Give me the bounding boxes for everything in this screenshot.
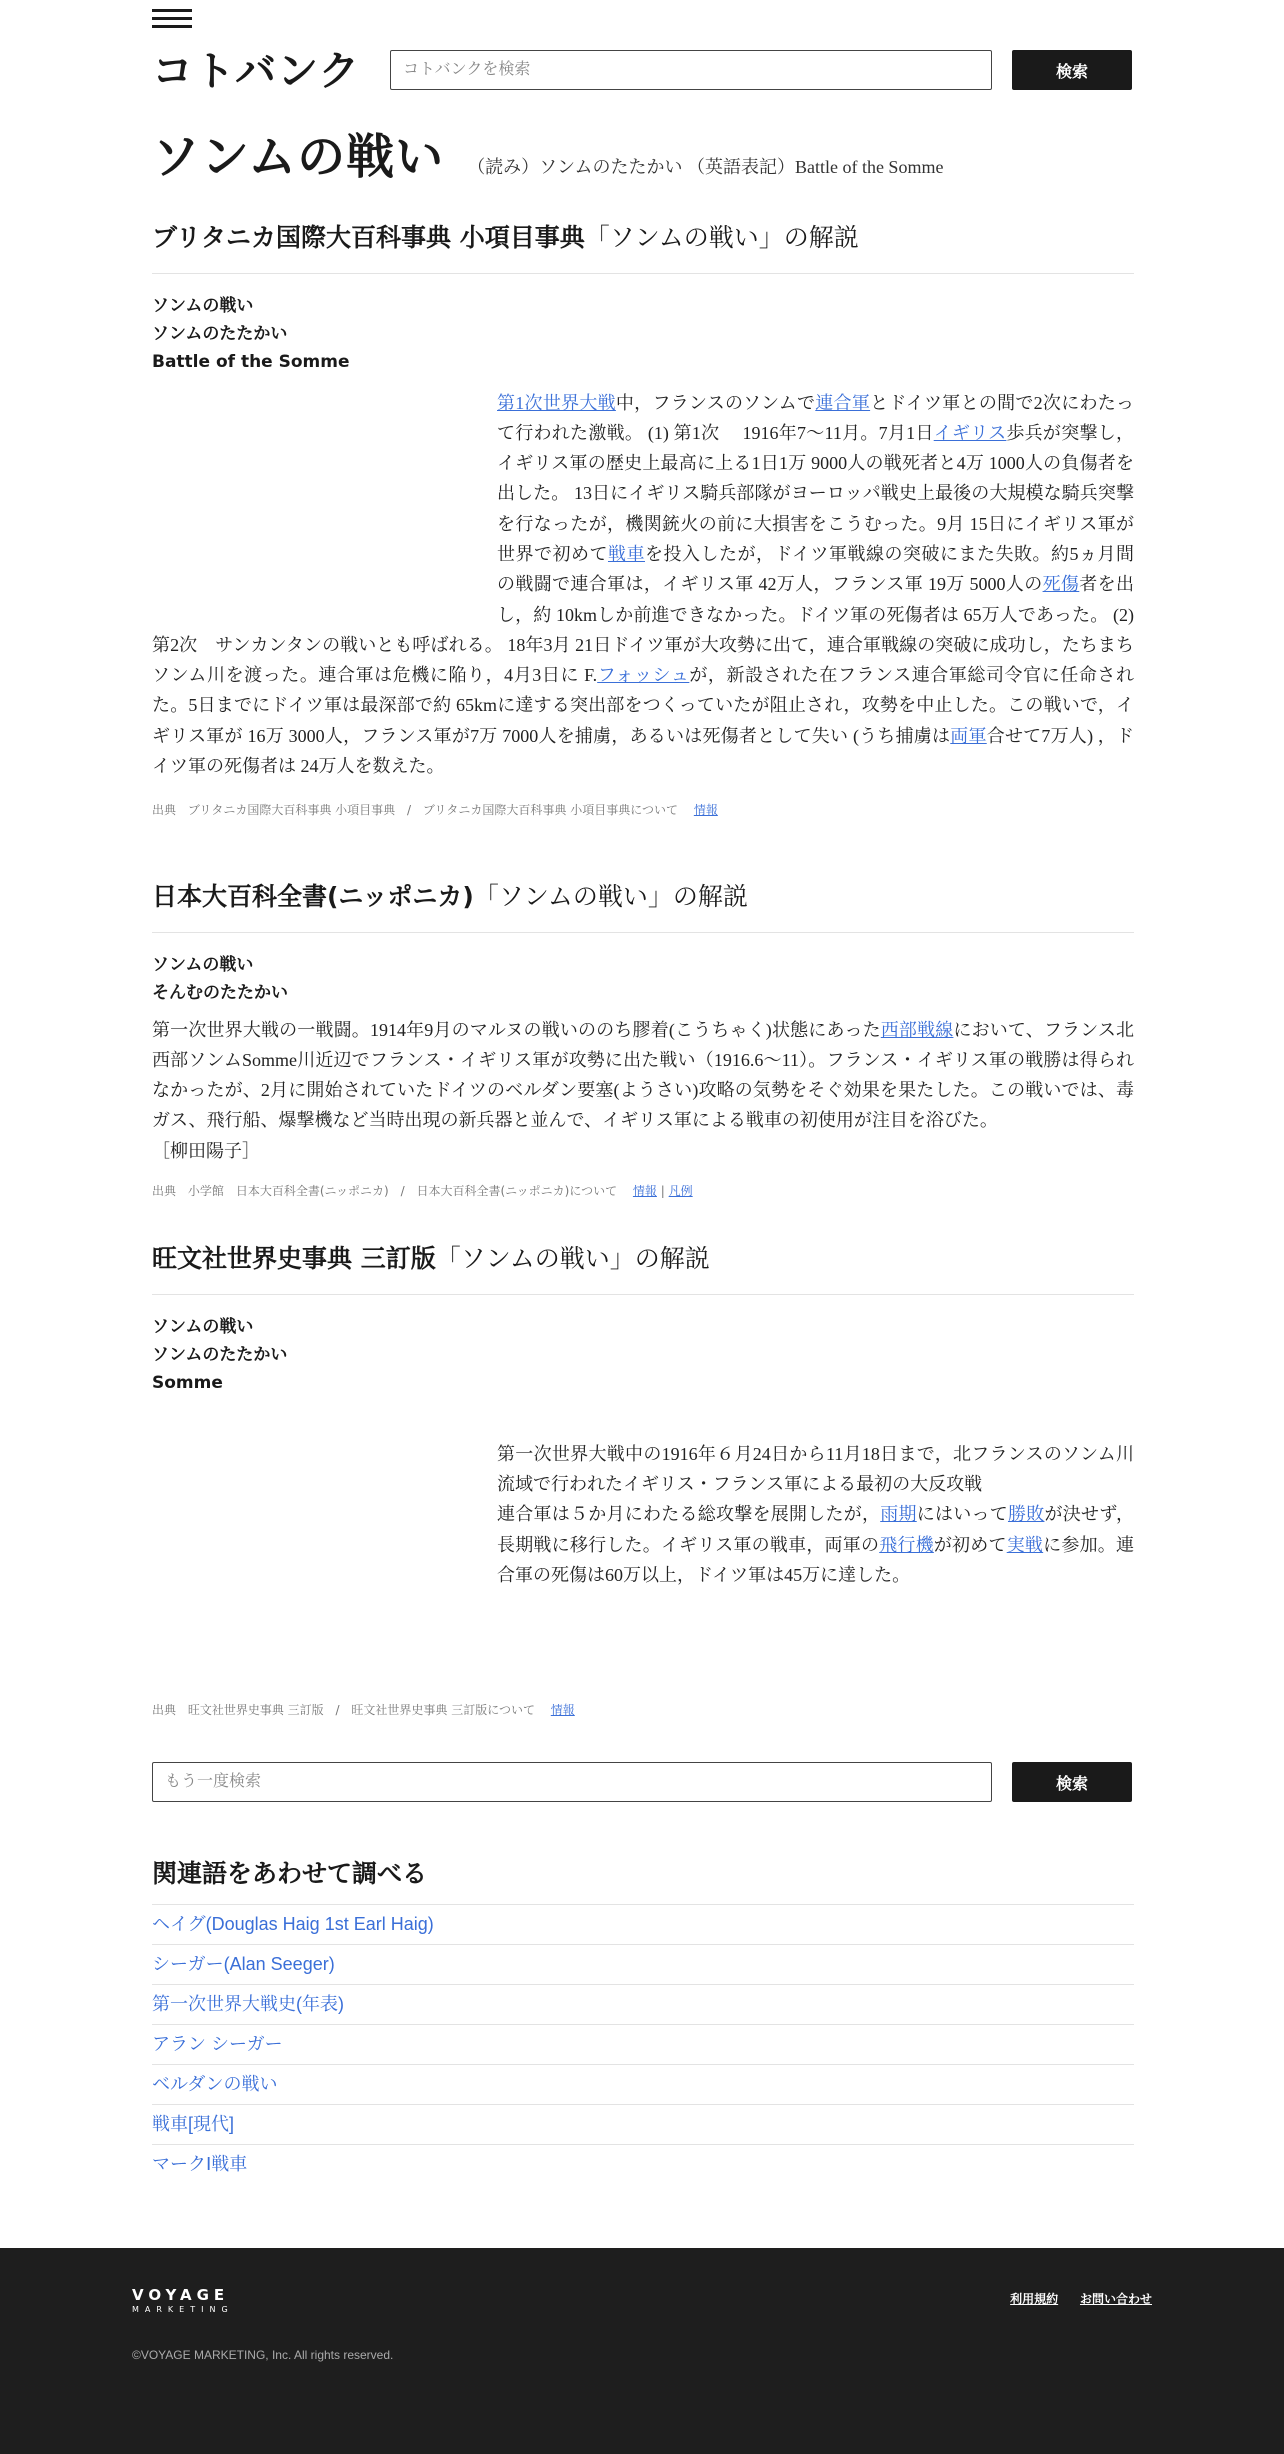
related-title: 関連語をあわせて調べる bbox=[152, 1854, 1134, 1905]
entry-body bbox=[152, 388, 1134, 782]
bottom-search bbox=[152, 1762, 1134, 1804]
glossary-link[interactable]: 勝敗 bbox=[1007, 1504, 1045, 1525]
source-info-link[interactable]: 情報 bbox=[632, 1183, 657, 1198]
entry-body-content bbox=[497, 1444, 1134, 1585]
body-text-segment: 第一次世界大戦中の1916年６月24日から11月18日まで，北フランスのソンム川流域で行われたイギリス・フランス軍による最初の大反攻戦 連合軍は５か月にわたる総攻撃を展開したが， bbox=[497, 1443, 1134, 1525]
related-item bbox=[152, 1905, 1134, 1945]
source-about: 旺文社世界史事典 三訂版について bbox=[351, 1702, 535, 1717]
related-terms bbox=[152, 1854, 1134, 2185]
entry-english: Battle of the Somme bbox=[152, 351, 350, 372]
body-text-segment: 合せて7万人) ，ドイツ軍の死傷者は 24万人を数えた。 bbox=[152, 725, 1135, 777]
search-input[interactable] bbox=[390, 50, 992, 90]
body-text-segment: が決せず，長期戦に移行した。イギリス軍の戦車，両軍の bbox=[497, 1504, 1135, 1555]
body-text-segment: が初めて bbox=[933, 1534, 1007, 1555]
glossary-link[interactable]: フォッシュ bbox=[597, 665, 690, 686]
entry-reading: ソンムのたたかい bbox=[152, 1344, 288, 1365]
entry-word: ソンムの戦い bbox=[152, 954, 254, 975]
entry-english: Somme bbox=[152, 1372, 223, 1393]
footer-links bbox=[992, 2290, 1152, 2307]
body-text-segment: を投入したが，ドイツ軍戦線の突破にまた失敗。約5ヵ月間の戦闘で連合軍は，イギリス軍 42万人，フランス軍 19万 5000人の bbox=[497, 543, 1134, 595]
footer-logo-line2: MARKETING bbox=[132, 2305, 234, 2314]
section-heading-suffix: 「ソンムの戦い」の解説 bbox=[473, 882, 748, 911]
source-name: 旺文社世界史事典 三訂版 bbox=[187, 1702, 324, 1717]
title-reading: （読み）ソンムのたたかい （英語表記）Battle of the Somme bbox=[467, 157, 944, 177]
glossary-link[interactable]: イギリス bbox=[933, 422, 1007, 443]
contact-link[interactable]: お問い合わせ bbox=[1079, 2292, 1152, 2306]
body-text-segment: 中，フランスのソンムで bbox=[615, 392, 816, 413]
related-link[interactable]: ベルダンの戦い bbox=[152, 2074, 278, 2094]
related-link[interactable]: 戦車[現代] bbox=[152, 2114, 235, 2134]
glossary-link[interactable]: 西部戦線 bbox=[880, 1019, 954, 1040]
entry-reading: そんむのたたかい bbox=[152, 982, 288, 1003]
section-heading-dictionary: 日本大百科全書(ニッポニカ) bbox=[152, 882, 474, 911]
section-heading bbox=[152, 881, 1134, 933]
search-again-button[interactable]: 検索 bbox=[1012, 1762, 1132, 1802]
section-heading-dictionary: ブリタニカ国際大百科事典 小項目事典 bbox=[152, 223, 585, 252]
related-link[interactable]: ヘイグ(Douglas Haig 1st Earl Haig) bbox=[152, 1914, 434, 1934]
section-heading-suffix: 「ソンムの戦い」の解説 bbox=[435, 1244, 710, 1273]
terms-link[interactable]: 利用規約 bbox=[1010, 2292, 1059, 2306]
footer-logo[interactable] bbox=[132, 2286, 234, 2314]
dictionary-section-britannica bbox=[152, 222, 1134, 818]
source-name: ブリタニカ国際大百科事典 小項目事典 bbox=[187, 803, 396, 818]
glossary-link[interactable]: 死傷 bbox=[1042, 574, 1080, 595]
source-info-link[interactable]: 情報 bbox=[550, 1702, 575, 1717]
glossary-link[interactable]: 連合軍 bbox=[815, 392, 871, 413]
source-prefix: 出典 bbox=[152, 1702, 177, 1717]
body-text-segment: とドイツ軍との間で2次にわたって行われた激戦。 (1) 第1次 1916年7～11月。7月1日 bbox=[497, 392, 1135, 443]
body-text-segment: 第一次世界大戦の一戦闘。1914年9月のマルヌの戦いののち膠着(こうちゃく)状態にあった bbox=[152, 1019, 881, 1040]
title-row bbox=[152, 118, 1134, 187]
entry-headwords bbox=[152, 951, 1134, 1007]
menu-icon[interactable] bbox=[152, 9, 192, 31]
source-prefix: 出典 bbox=[152, 1183, 177, 1198]
source-about: ブリタニカ国際大百科事典 小項目事典について bbox=[422, 803, 678, 818]
search-again-input[interactable] bbox=[152, 1762, 992, 1802]
source-prefix: 出典 bbox=[152, 803, 177, 818]
body-text-segment: が，新設された在フランス連合軍総司令官に任命された。5日までにドイツ軍は最深部で約 65kmに達する突出部をつくっていたが阻止され，攻勢を中止した。この戦いで，イギリス軍が 16万 3000人，フランス軍が7万 7000人を捕虜，あるいは死傷者として失い (うち捕虜は bbox=[152, 665, 1134, 746]
header bbox=[152, 48, 1134, 94]
page-title: ソンムの戦い bbox=[152, 129, 445, 185]
section-heading bbox=[152, 1243, 1134, 1295]
site-logo[interactable]: コトバンク bbox=[152, 47, 361, 95]
entry-word: ソンムの戦い bbox=[152, 1316, 254, 1337]
glossary-link[interactable]: 実戦 bbox=[1006, 1534, 1044, 1555]
related-item bbox=[152, 2065, 1134, 2105]
source-name: 小学館 日本大百科全書(ニッポニカ) bbox=[187, 1183, 389, 1198]
glossary-link[interactable]: 両軍 bbox=[950, 725, 987, 746]
body-text-segment: において、フランス北西部ソンムSomme川近辺でフランス・イギリス軍が攻勢に出た戦い（1916.6～11）。フランス・イギリス軍の戦勝は得られなかったが、2月に開始されていたドイツのベルダン要塞(ようさい)攻略の気勢をそぐ効果を果たした。この戦いでは、毒ガス、飛行船、爆撃機など当時出現の新兵器と並んで、イギリス軍による戦車の初使用が注目を浴びた。 bbox=[152, 1019, 1134, 1131]
entry-reading: ソンムのたたかい bbox=[152, 323, 288, 344]
entry-headwords bbox=[152, 292, 1134, 376]
related-link[interactable]: 第一次世界大戦史(年表) bbox=[152, 1994, 344, 2014]
source-line: 出典 ブリタニカ国際大百科事典 小項目事典 / ブリタニカ国際大百科事典 小項目事典について 情報 bbox=[152, 803, 718, 818]
related-link[interactable]: マークⅠ戦車 bbox=[152, 2154, 248, 2174]
section-heading-dictionary: 旺文社世界史事典 三訂版 bbox=[152, 1244, 436, 1273]
source-line: 出典 旺文社世界史事典 三訂版 / 旺文社世界史事典 三訂版について 情報 bbox=[152, 1702, 575, 1717]
entry-body-content bbox=[152, 1020, 1134, 1131]
source-info-link[interactable]: 情報 bbox=[693, 803, 718, 818]
related-list bbox=[152, 1905, 1134, 2185]
entry-body bbox=[152, 1015, 1134, 1166]
source-about: 日本大百科全書(ニッポニカ)について bbox=[416, 1183, 618, 1198]
related-item bbox=[152, 1985, 1134, 2025]
body-text-segment: に参加。連合軍の死傷は60万以上，ドイツ軍は45万に達した。 bbox=[497, 1534, 1135, 1585]
entry-body bbox=[152, 1409, 1134, 1695]
body-text-segment: 歩兵が突撃し，イギリス軍の歴史上最高に上る1日1万 9000人の戦死者と4万 1000人の負傷者を出した。 13日にイギリス騎兵部隊がヨーロッパ戦史上最後の大規模な騎兵突撃を行なったが，機関銃火の前に大損害をこうむった。9月 15日にイギリス軍が世界で初めて bbox=[497, 422, 1134, 564]
entry-headwords bbox=[152, 1313, 1134, 1397]
related-link[interactable]: シーガー(Alan Seeger) bbox=[152, 1954, 335, 1974]
footer bbox=[0, 2248, 1284, 2454]
entry-word: ソンムの戦い bbox=[152, 295, 254, 316]
glossary-link[interactable]: 飛行機 bbox=[879, 1534, 934, 1555]
search-button[interactable]: 検索 bbox=[1012, 50, 1132, 90]
dictionary-section-nipponica bbox=[152, 881, 1134, 1199]
related-item bbox=[152, 2145, 1134, 2185]
section-heading-suffix: 「ソンムの戦い」の解説 bbox=[584, 223, 859, 252]
glossary-link[interactable]: 戦車 bbox=[607, 543, 645, 564]
body-text-segment: にはいって bbox=[916, 1504, 1008, 1525]
entry-author: ［柳田陽子］ bbox=[152, 1140, 260, 1161]
related-item bbox=[152, 2025, 1134, 2065]
related-item bbox=[152, 1945, 1134, 1985]
glossary-link[interactable]: 雨期 bbox=[880, 1504, 917, 1525]
section-heading bbox=[152, 222, 1134, 274]
body-text-segment: 者を出し，約 10kmしか前進できなかった。ドイツ軍の死傷者は 65万人であった。 (2) 第2次 サンカンタンの戦いとも呼ばれる。 18年3月 21日ドイツ軍が大攻勢に出て，連合軍戦線の突破に成功し，たちまちソンム川を渡った。連合軍は危機に陥り，4月3日に F. bbox=[152, 574, 1135, 686]
source-legend-link[interactable]: 凡例 bbox=[668, 1183, 693, 1198]
copyright: ©VOYAGE MARKETING, Inc. All rights reserved. bbox=[132, 2348, 394, 2362]
glossary-link[interactable]: 第1次世界大戦 bbox=[497, 392, 616, 413]
related-link[interactable]: アラン シーガー bbox=[152, 2034, 283, 2054]
footer-logo-line1: VOYAGE bbox=[132, 2286, 230, 2304]
dictionary-section-obunsha bbox=[152, 1243, 1134, 1718]
source-line: 出典 小学館 日本大百科全書(ニッポニカ) / 日本大百科全書(ニッポニカ)について 情報 | 凡例 bbox=[152, 1183, 693, 1198]
related-item bbox=[152, 2105, 1134, 2145]
